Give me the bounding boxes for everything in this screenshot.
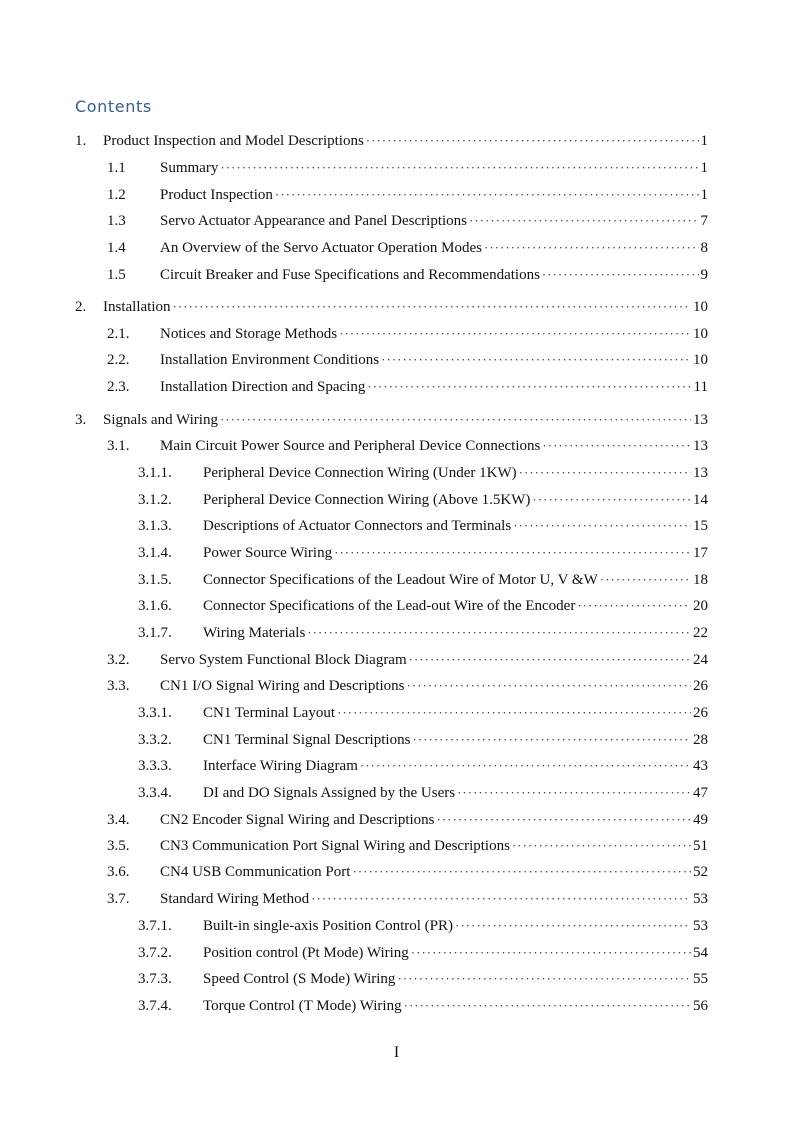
toc-entry-line [203,516,708,536]
toc-entry[interactable] [0,756,793,776]
dot-leader [469,211,699,231]
dot-leader [411,943,691,963]
toc-entry-line [160,889,708,909]
toc-entry-page: 7 [700,213,708,229]
toc-entry-number: 3.1.3. [138,518,172,534]
toc-entry-page: 53 [693,918,708,934]
toc-entry-number: 2.2. [107,352,130,368]
toc-entry-title: Signals and Wiring [103,412,218,428]
dot-leader [455,916,691,936]
toc-entry-page: 8 [700,240,708,256]
toc-entry-page: 15 [693,518,708,534]
toc-entry-title: Power Source Wiring [203,545,333,561]
toc-entry-line [203,996,708,1016]
toc-entry-page: 20 [693,598,708,614]
toc-entry-number: 3.7.4. [138,998,172,1014]
toc-entry[interactable] [0,969,793,989]
toc-entry-title: Installation [103,299,171,315]
toc-entry-line [103,410,708,430]
toc-entry-title: Notices and Storage Methods [160,326,338,342]
toc-entry-line [203,703,708,723]
dot-leader [542,265,699,285]
toc-entry-page: 10 [693,326,708,342]
toc-entry-title: Circuit Breaker and Fuse Specifications and Recommendations [160,267,540,283]
toc-entry-number: 1. [75,133,87,149]
toc-entry-page: 28 [693,732,708,748]
toc-entry-number: 3.1.1. [138,465,172,481]
toc-entry-title: Installation Environment Conditions [160,352,380,368]
toc-entry[interactable] [0,703,793,723]
dot-leader [339,324,691,344]
toc-entry-line [160,265,708,285]
toc-entry-title: Summary [160,160,219,176]
toc-entry-page: 10 [693,299,708,315]
toc-entry[interactable] [0,463,793,483]
toc-entry[interactable] [0,185,793,205]
toc-entry-title: CN1 I/O Signal Wiring and Descriptions [160,678,405,694]
toc-entry[interactable] [0,410,793,430]
dot-leader [352,862,691,882]
dot-leader [512,836,691,856]
toc-entry-line [160,324,708,344]
toc-entry-title: Product Inspection [160,187,273,203]
toc-entry-line [160,650,708,670]
toc-entry-title: Descriptions of Actuator Connectors and Terminals [203,518,512,534]
dot-leader [311,889,691,909]
toc-entry-page: 55 [693,971,708,987]
dot-leader [337,703,691,723]
toc-entry[interactable] [0,516,793,536]
toc-entry-title: Peripheral Device Connection Wiring (Above 1.5KW) [203,492,531,508]
toc-entry-number: 3.3.1. [138,705,172,721]
dot-leader [307,623,691,643]
toc-entry-line [160,810,708,830]
toc-entry-number: 3.1.5. [138,572,172,588]
toc-entry[interactable] [0,676,793,696]
dot-leader [407,676,691,696]
toc-entry-number: 3.7. [107,891,130,907]
toc-entry-line [203,596,708,616]
toc-entry-number: 3.3. [107,678,130,694]
dot-leader [397,969,691,989]
dot-leader [381,350,691,370]
toc-entry[interactable] [0,490,793,510]
dot-leader [437,810,692,830]
toc-entry[interactable] [0,650,793,670]
dot-leader [367,377,691,397]
toc-entry[interactable] [0,783,793,803]
toc-entry-number: 3.2. [107,652,130,668]
toc-entry-title: Torque Control (T Mode) Wiring [203,998,402,1014]
toc-entry-page: 24 [693,652,708,668]
toc-entry-title: Standard Wiring Method [160,891,310,907]
toc-entry-title: Servo System Functional Block Diagram [160,652,407,668]
toc-entry-page: 53 [693,891,708,907]
toc-entry-number: 3.4. [107,812,130,828]
toc-entry-number: 3.1. [107,438,130,454]
toc-entry-line [203,463,708,483]
toc-entry-line [160,836,708,856]
dot-leader [404,996,691,1016]
toc-entry-number: 3.6. [107,864,130,880]
toc-entry[interactable] [0,238,793,258]
toc-entry-line [160,862,708,882]
page-number-footer: I [393,1044,400,1061]
toc-entry-title: Main Circuit Power Source and Peripheral Device Connections [160,438,541,454]
toc-entry-line [160,211,708,231]
toc-entry-line [203,490,708,510]
toc-entry-line [160,676,708,696]
toc-entry[interactable] [0,158,793,178]
toc-entry-number: 3.1.6. [138,598,172,614]
dot-leader [484,238,698,258]
toc-entry-number: 3.7.1. [138,918,172,934]
toc-entry-line [160,436,708,456]
dot-leader [513,516,691,536]
toc-entry-title: Installation Direction and Spacing [160,379,366,395]
dot-leader [275,185,699,205]
toc-entry-page: 13 [693,465,708,481]
toc-entry-number: 3.5. [107,838,130,854]
toc-entry-page: 56 [693,998,708,1014]
toc-entry-number: 3.1.4. [138,545,172,561]
dot-leader [409,650,691,670]
dot-leader [220,158,698,178]
toc-entry-line [103,297,708,317]
toc-entry[interactable] [0,810,793,830]
toc-entry[interactable] [0,570,793,590]
toc-entry-number: 1.3 [107,213,126,229]
toc-entry-number: 3.1.7. [138,625,172,641]
dot-leader [457,783,691,803]
toc-entry-page: 17 [693,545,708,561]
contents-heading: Contents [75,97,152,116]
toc-entry-page: 22 [693,625,708,641]
toc-entry-page: 1 [700,133,708,149]
toc-entry[interactable] [0,377,793,397]
toc-entry-title: CN3 Communication Port Signal Wiring and Descriptions [160,838,510,854]
toc-entry-page: 9 [700,267,708,283]
dot-leader [366,131,699,151]
toc-entry-title: An Overview of the Servo Actuator Operation Modes [160,240,483,256]
toc-entry-page: 51 [693,838,708,854]
toc-entry-number: 3.1.2. [138,492,172,508]
toc-entry-title: CN4 USB Communication Port [160,864,351,880]
toc-entry-number: 3.7.3. [138,971,172,987]
toc-entry[interactable] [0,211,793,231]
toc-entry-page: 14 [693,492,708,508]
toc-entry[interactable] [0,730,793,750]
dot-leader [577,596,691,616]
toc-entry-line [203,623,708,643]
toc-entry-line [203,570,708,590]
dot-leader [519,463,691,483]
toc-entry-number: 2.3. [107,379,130,395]
toc-entry-title: Connector Specifications of the Lead-out Wire of the Encoder [203,598,576,614]
toc-entry[interactable] [0,916,793,936]
toc-entry-line [203,916,708,936]
toc-entry-title: DI and DO Signals Assigned by the Users [203,785,456,801]
toc-entry[interactable] [0,350,793,370]
toc-entry-number: 3.3.3. [138,758,172,774]
toc-entry-line [203,543,708,563]
toc-entry-number: 2.1. [107,326,130,342]
toc-entry[interactable] [0,596,793,616]
toc-entry-line [160,185,708,205]
toc-entry[interactable] [0,265,793,285]
toc-entry[interactable] [0,889,793,909]
toc-entry-number: 3.7.2. [138,945,172,961]
dot-leader [542,436,691,456]
toc-entry-number: 3. [75,412,87,428]
toc-entry-page: 54 [693,945,708,961]
toc-entry-page: 13 [693,412,708,428]
toc-entry-title: Position control (Pt Mode) Wiring [203,945,409,961]
toc-entry-title: CN1 Terminal Layout [203,705,335,721]
toc-entry-line [203,943,708,963]
toc-entry-page: 47 [693,785,708,801]
toc-entry-page: 18 [693,572,708,588]
toc-entry-number: 3.3.4. [138,785,172,801]
toc-entry-title: Product Inspection and Model Descriptions [103,133,364,149]
toc-entry[interactable] [0,543,793,563]
toc-entry-page: 1 [700,187,708,203]
toc-entry-title: Wiring Materials [203,625,306,641]
toc-entry-title: Servo Actuator Appearance and Panel Descriptions [160,213,467,229]
toc-entry-title: Built-in single-axis Position Control (PR) [203,918,454,934]
toc-entry-line [160,238,708,258]
toc-entry-page: 49 [693,812,708,828]
toc-entry-title: Speed Control (S Mode) Wiring [203,971,396,987]
toc-entry-title: Peripheral Device Connection Wiring (Under 1KW) [203,465,517,481]
toc-entry[interactable] [0,836,793,856]
toc-entry-line [103,131,708,151]
toc-entry[interactable] [0,996,793,1016]
dot-leader [220,410,691,430]
toc-entry-title: Connector Specifications of the Leadout Wire of Motor U, V &W [203,572,598,588]
toc-entry-page: 26 [693,705,708,721]
toc-entry[interactable] [0,131,793,151]
toc-entry-number: 1.2 [107,187,126,203]
dot-leader [334,543,691,563]
toc-entry-page: 13 [693,438,708,454]
toc-entry-line [203,969,708,989]
toc-entry-line [203,783,708,803]
toc-entry-title: Interface Wiring Diagram [203,758,358,774]
toc-entry-number: 2. [75,299,87,315]
dot-leader [412,730,691,750]
toc-entry-line [160,350,708,370]
toc-entry-number: 1.1 [107,160,126,176]
toc-entry-page: 52 [693,864,708,880]
toc-entry-number: 1.4 [107,240,126,256]
dot-leader [600,570,691,590]
dot-leader [173,297,692,317]
toc-entry-page: 43 [693,758,708,774]
toc-entry-page: 11 [693,379,708,395]
dot-leader [360,756,691,776]
toc-entry-page: 10 [693,352,708,368]
toc-entry[interactable] [0,623,793,643]
toc-entry-title: CN2 Encoder Signal Wiring and Descriptions [160,812,435,828]
toc-entry[interactable] [0,297,793,317]
toc-entry[interactable] [0,943,793,963]
toc-entry[interactable] [0,436,793,456]
toc-entry-line [160,158,708,178]
toc-entry-line [203,730,708,750]
toc-entry[interactable] [0,324,793,344]
toc-entry[interactable] [0,862,793,882]
toc-entry-title: CN1 Terminal Signal Descriptions [203,732,411,748]
dot-leader [532,490,691,510]
toc-entry-number: 3.3.2. [138,732,172,748]
toc-entry-number: 1.5 [107,267,126,283]
toc-entry-page: 26 [693,678,708,694]
toc-entry-page: 1 [700,160,708,176]
toc-entry-line [160,377,708,397]
toc-entry-line [203,756,708,776]
